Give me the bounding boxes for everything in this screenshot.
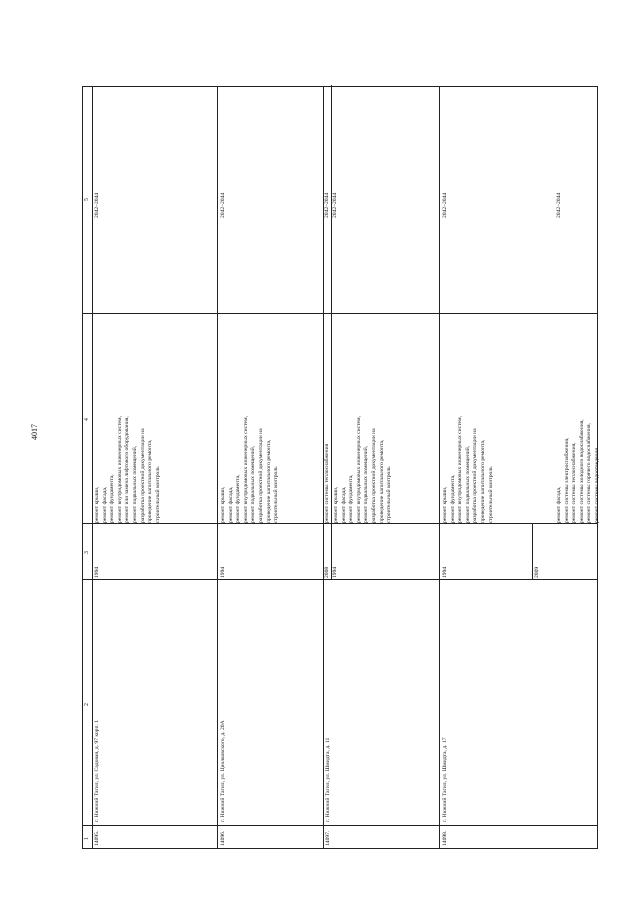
column-divider — [83, 825, 597, 826]
repair-period: 2042–2044 — [556, 192, 562, 218]
row-number: 14098. — [442, 830, 448, 846]
work-item: строительный контроль — [154, 466, 161, 523]
works-list — [333, 416, 394, 523]
work-item: строительный контроль — [487, 466, 494, 523]
work-item: ремонт фундамента, — [449, 474, 456, 523]
work-item: ремонт подвальных помещений, — [250, 445, 257, 523]
work-item: ремонт фасада, — [556, 486, 562, 523]
work-item: ремонт крыши, — [220, 486, 226, 523]
page-number: 4017 — [30, 424, 39, 440]
row-divider — [217, 87, 218, 848]
work-item: разработка проектной документации на — [257, 428, 264, 523]
work-item: ремонт крыши, — [94, 486, 100, 523]
year-built: 1994 — [94, 566, 100, 578]
address: г. Нижний Тагил, ул. Циолковского, д. 20А — [220, 720, 226, 822]
work-item: ремонт крыши, — [333, 486, 339, 523]
work-item: ремонт фундамента, — [348, 474, 355, 523]
work-item: проведение капитального ремонта, — [378, 439, 385, 523]
repair-period: 2042–2044 — [94, 192, 100, 218]
work-item: ремонт подвальных помещений, — [464, 445, 471, 523]
repair-schedule-table — [82, 86, 598, 849]
work-item: разработка проектной документации на — [472, 428, 479, 523]
work-item: ремонт системы водоотведения — [593, 448, 600, 523]
work-item: проведение капитального ремонта, — [265, 439, 272, 523]
row-number: 14097. — [325, 830, 331, 846]
repair-period: 2042–2044 — [220, 192, 226, 218]
column-divider — [83, 579, 597, 580]
year-built: 1994 — [332, 566, 338, 578]
works-list — [324, 444, 332, 523]
work-item: ремонт крыши, — [442, 486, 448, 523]
work-item: ремонт системы холодного водоснабжения, — [578, 419, 585, 523]
work-item: проведение капитального ремонта, — [147, 439, 154, 523]
work-item: ремонт системы горячего водоснабжения, — [586, 423, 593, 523]
works-list — [442, 416, 495, 523]
work-item: ремонт фасада, — [340, 486, 347, 523]
year-built: 1994 — [442, 566, 448, 578]
work-item: строительный контроль — [386, 466, 393, 523]
year-built: 2008 — [324, 566, 330, 578]
work-item: ремонт фасада, — [101, 486, 108, 523]
works-list — [556, 419, 602, 523]
works-list — [94, 416, 162, 523]
work-item: ремонт внутридомовых инженерных систем, — [355, 416, 362, 523]
work-item: ремонт или замена лифтового оборудования, — [124, 416, 131, 523]
header-col-2: 2 — [84, 703, 90, 706]
work-item: ремонт системы теплоснабжения, — [571, 442, 578, 523]
repair-period: 2042–2044 — [324, 192, 330, 218]
work-item: ремонт подвальных помещений, — [363, 445, 370, 523]
work-item: разработка проектной документации на — [139, 428, 146, 523]
work-item: ремонт фасада, — [227, 486, 234, 523]
address: г. Нижний Тагил, ул. Садовая, д. 97 корп. 1 — [94, 719, 100, 822]
work-item: ремонт фундамента, — [109, 474, 116, 523]
address: г. Нижний Тагил, ул. Шмидта, д. 17 — [442, 737, 448, 822]
row-number: 14096. — [220, 830, 226, 846]
header-col-1: 1 — [84, 837, 90, 840]
work-item: ремонт фундамента, — [235, 474, 242, 523]
subrow-divider — [532, 524, 533, 580]
work-item: ремонт системы теплоснабжения — [324, 443, 330, 523]
work-item: ремонт системы электроснабжения, — [563, 437, 570, 523]
row-divider — [92, 87, 93, 848]
work-item: разработка проектной документации на — [370, 428, 377, 523]
rotated-page-content — [82, 86, 598, 849]
work-item: строительный контроль — [273, 466, 280, 523]
work-item: проведение капитального ремонта, — [479, 439, 486, 523]
repair-period: 2042–2044 — [332, 192, 338, 218]
header-col-4: 4 — [84, 418, 90, 421]
row-number: 14095. — [94, 830, 100, 846]
column-divider — [83, 523, 597, 524]
works-list — [220, 416, 281, 523]
work-item: ремонт внутридомовых инженерных систем, — [116, 416, 123, 523]
work-item: ремонт внутридомовых инженерных систем, — [242, 416, 249, 523]
column-divider — [83, 313, 597, 314]
header-col-5: 5 — [84, 198, 90, 201]
work-item: ремонт внутридомовых инженерных систем, — [457, 416, 464, 523]
address: г. Нижний Тагил, ул. Шмидта, д. 11 — [325, 737, 331, 822]
row-divider — [439, 87, 440, 848]
year-built: 1994 — [220, 566, 226, 578]
header-col-3: 3 — [84, 551, 90, 554]
year-built: 2009 — [534, 566, 540, 578]
repair-period: 2042–2044 — [442, 192, 448, 218]
work-item: ремонт подвальных помещений, — [131, 445, 138, 523]
